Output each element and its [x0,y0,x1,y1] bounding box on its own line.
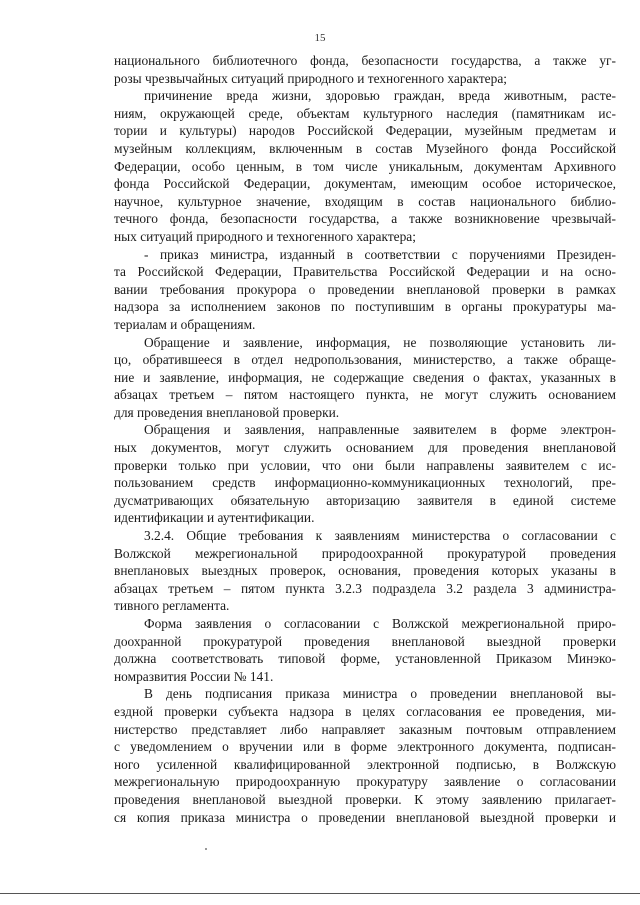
text-line: Волжской межрегиональной природоохранной прокуратурой проведения [114,545,616,561]
text-line: ного усиленной квалифицированной электронной подписью, в Волжскую [114,756,616,772]
text-line: териалам и обращениям. [114,316,256,332]
text-line: 3.2.4. Общие требования к заявлениям министерства о согласовании с [144,528,616,544]
text-line: нистерство представляет либо направляет заказным почтовым отправлением [114,721,616,737]
text-line: розы чрезвычайных ситуаций природного и техногенного характера; [114,70,507,86]
text-line: тории и культуры) народов Российской Федерации, музейным предметам и [114,123,616,139]
page-bottom-edge [0,893,640,894]
text-line: дусматривающих обязательную авторизацию заявителя в единой системе [114,492,616,508]
text-line: номразвития России № 141. [114,668,274,684]
text-line: проверки только при условии, что они были направлены заявителем с ис- [114,457,616,473]
text-line: научное, культурное значение, входящим в состав национального библио- [114,193,616,209]
text-line: с уведомлением о вручении или в форме электронного документа, подписан- [114,739,616,755]
document-body [114,52,616,826]
text-line: абзацах третьем – пятом пункта 3.2.3 подраздела 3.2 раздела 3 администра- [114,580,616,596]
text-line: течного фонда, безопасности государства, а также возникновение чрезвычай- [114,211,616,227]
text-line: вании требования прокурора о проведении внеплановой проверки в рамках [114,281,616,297]
text-line: фонда Российской Федерации, документам, имеющим особое историческое, [114,176,616,192]
text-line: надзора за исполнением законов по поступившим в органы прокуратуры ма- [114,299,616,315]
text-line: межрегиональную природоохранную прокуратуру заявление о согласовании [114,774,616,790]
text-line: абзацах третьем – пятом настоящего пункта, не могут служить основанием [114,387,616,403]
page-number: 15 [314,32,326,44]
text-line: причинение вреда жизни, здоровью граждан, вреда животным, расте- [144,88,616,104]
text-line: проведения внеплановой выездной проверки. К этому заявлению прилагает- [114,791,616,807]
text-line: Обращения и заявления, направленные заявителем в форме электрон- [144,422,616,438]
text-line: музейным коллекциям, включенным в состав Музейного фонда Российской [114,140,616,156]
text-line: ных ситуаций природного и техногенного характера; [114,228,416,244]
text-line: доохранной прокуратурой проведения внеплановой выездной проверки [114,633,616,649]
text-line: Федерации, особо ценным, в том числе уникальным, документам Архивного [114,158,616,174]
text-line: тивного регламента. [114,598,230,614]
text-line: ездной проверки субъекта надзора в целях согласования ее проведения, ми- [114,703,616,719]
text-line: - приказ министра, изданный в соответствии с поручениями Президен- [144,246,616,262]
scan-artifact [205,848,207,850]
text-line: ние и заявление, информация, не содержащие сведения о фактах, указанных в [114,369,616,385]
text-line: Обращение и заявление, информация, не позволяющие установить ли- [144,334,616,350]
text-line: ниям, окружающей среде, объектам культурного наследия (памятникам ис- [114,105,616,121]
text-line: та Российской Федерации, Правительства Российской Федерации и на осно- [114,264,616,280]
text-line: внеплановых выездных проверок, основания, проведения которых указаны в [114,563,616,579]
text-line: должна соответствовать типовой форме, установленной Приказом Минэко- [114,651,616,667]
text-line: для проведения внеплановой проверки. [114,404,340,420]
text-line: Форма заявления о согласовании с Волжской межрегиональной приро- [144,616,616,631]
text-line: национального библиотечного фонда, безопасности государства, а также уг- [114,53,616,68]
text-line: идентификации и аутентификации. [114,510,315,526]
text-line: ся копия приказа министра о проведении внеплановой выездной проверки и [114,809,616,825]
text-line: пользованием средств информационно-коммуникационных технологий, пре- [114,475,616,491]
text-line: ных документов, могут служить основанием для проведения внеплановой [114,440,616,456]
text-line: цо, обратившееся в отдел недропользования, министерство, а также обраще- [114,352,616,368]
text-line: В день подписания приказа министра о проведении внеплановой вы- [144,686,616,702]
